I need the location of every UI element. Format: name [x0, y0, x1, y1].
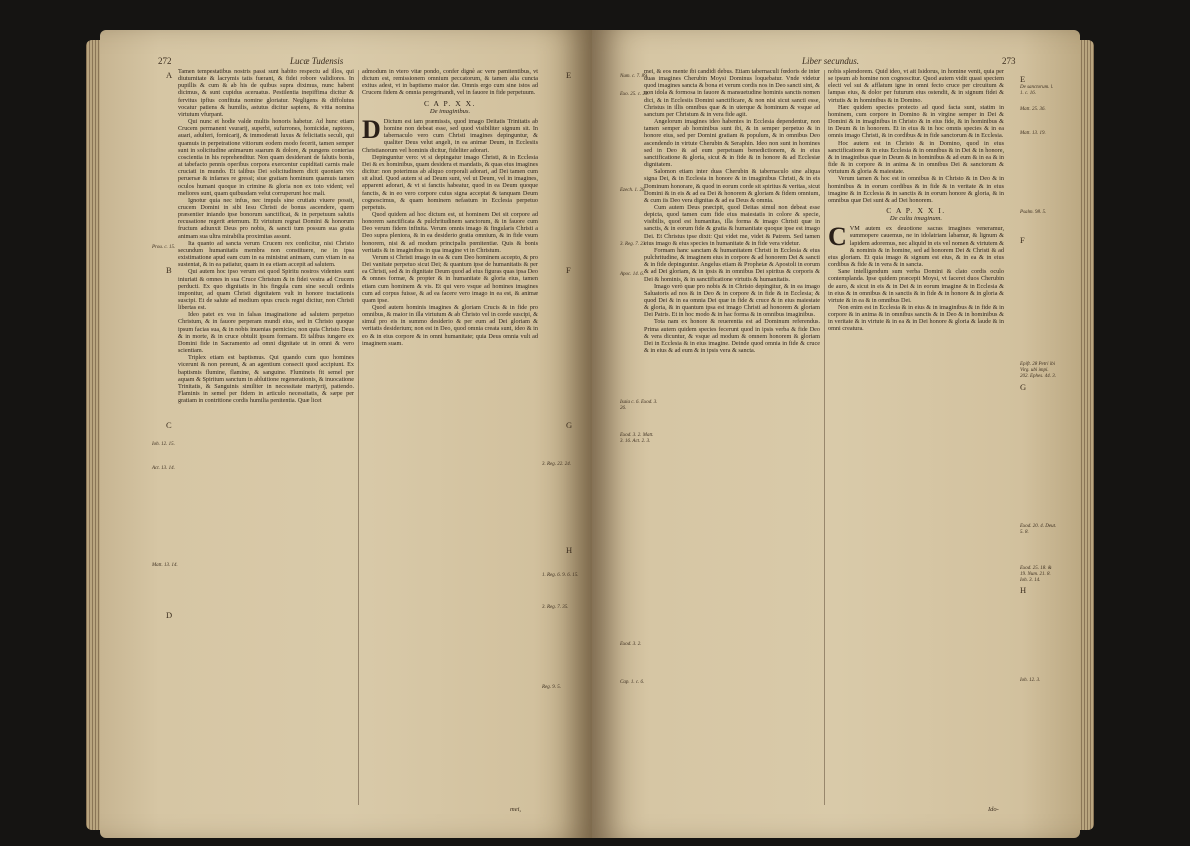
margin-note: Matt. 13. 14. — [152, 563, 178, 568]
outer-margin-letter-f: F — [1020, 235, 1025, 245]
catchword: Ido- — [988, 806, 999, 813]
margin-note: Reg. 9. 5. — [542, 685, 562, 690]
margin-note: Exo. 25. c. 20. — [620, 92, 649, 97]
margin-note: Cap. 1. c. 6. — [620, 680, 645, 685]
paragraph: Sane intelligendum sum verba Domini & clato cordis oculo contemplanda. Ipse quidem præcepit Moysi, vt faceret duos Cherubin de auro, & sicut in eis & in Dei & in eorum imagine & in Ecclesia & in eius & in omnibus & in sanctis & in fide & in honore & in gloria & virtute & in ea & in omnibus Dei. — [828, 268, 1004, 304]
margin-letter-d: D — [166, 610, 173, 620]
paragraph: Ignotur quia nec infus, nec impuls sine crutiatu viuere possit, crucem Domini in sibi Iesu Christi de bonus ascendere, quem præsentier iniando ipse bonorum sanctificat, & in perpetuum salutis recusatione regerit æternum. Et virtutum regnat Domini & honorum fructum adiunxit Deus pro nobis, & sancti tum possum sua gratia animam sua ultra mirabilia proximitas assunt. — [178, 196, 354, 240]
paragraph: Cum autem Deus præcipit, quod Deitas simul non debeat esse depicta, quod tamen cum fide eius maiestatis in colore & specie, visibilis, quod est humanitas, illa forma & imago Christi quæ in sanctis, & in eorum fide & gratia & humanitate quoque ipse est imago Dei. Et Christus ipse dixit: Qui videt me, videt & Patrem. Sed tamen eius imago & eius species in humanitate & in fide vera videtur. — [644, 203, 820, 247]
margin-letter-c: C — [166, 420, 172, 430]
paragraph: Quod autem hominis imagines & gloriam Crucis & in fide pro omnibus, & maior in illa virtutum & ab Christo vel in corde suscipi, & simul pro eis in summo desiderio & per eum ad Dei gloriam & veritatis desiderium; non est in Deo, quod omnia creata sunt, ideo & in eo & in eius corpore & in omni humanitate; quia Deus omnia vult ad imaginem suam. — [362, 304, 538, 347]
margin-note: Psalm. 98. 5. — [1020, 210, 1047, 215]
paragraph: Non enim est in Ecclesia & in eius & in imaginibus & in fide & in corpore & in anima & in omnibus sanctis & in Deo & in hominibus & in veritate & in virtute & in ea & in Dei honore & gloria & laude & in omni creatura. — [828, 304, 1004, 333]
left-running-head: Lucæ Tudensis — [290, 56, 344, 66]
paragraph: Hæc quidem species protecto ad quod facta sunt, statim in hominem, cum corpore in Domino & in virgine semper in Dei & Domini & in imaginibus in Christo & in eius fide, & in hominibus & in Deum & in honorem. Et in eius & in hoc omnis species & in ea omnis imago Christi, & in cordibus & in fide sanctorum & in Ecclesia. — [828, 103, 1004, 140]
paragraph: mei, & eos mente ibi candidi debus. Etiam tabernaculi fœdoris de inter duas imagines Cherubin Moysi Dominus loquebatur. Vnde videtur quod imagines sancta & bona et verum cordis nos in Deo sancti sint, & non idola & formosa in fauore & mansuetudine hominis sanctis nomen dici, & in Ecclesiis Domini sanctificare, & non nisi sicut sancti esse, Christus in illis omnibus quæ & in uterque & hominum & vsque ad sanctum per Christum & in vera fide agit. — [644, 68, 820, 118]
right-folio: 273 — [1002, 56, 1016, 66]
chapter-heading: C A P. X X I. — [886, 205, 946, 215]
paragraph: Triplex etiam est baptismus. Qui quando cum quo homines vicerunt & non pereunt, & an agentium consecit quod accipiunt. Ex baptismis flumine, flamine, & sanguine. Flumineis fit semel per aquam & Spiritum sanctum in abluitione regenerationis, & inuocatione Trinitatis, & Sanguinis similiter in necessitate martyrij, patiendo. Flaminis in semel per fidem in articulo necessitatis, & sæpe per gratiam in contritione cordis humilia penitentia. Quæ licet — [178, 354, 354, 405]
paragraph: Angelorum imagines ideo habentes in Ecclesia dependentur, non tamen semper ab hominibus sunt ibi, & in semper perpetuo & in honore eius, sed per Domini gratiam & populum, & in omnibus Deo ascendendo in virtute Cherubin & Seraphin. Ideo non sunt in homines sed in Deo & ad eum perpetuam benedictionem, & in eius sanctificatione & gloria, sicut & in fide & in honore & ad Ecclesiæ dignitatem. — [644, 118, 820, 169]
margin-note: 3. Reg. 7. 35. — [542, 605, 569, 610]
margin-note: Exod. 3. 2. Matt. 3. 16. Act. 2. 3. — [620, 433, 654, 444]
margin-note: Ezech. 1. 28. — [620, 188, 646, 193]
margin-note: Isaia c. 6. Exod. 3. 26. — [620, 400, 658, 411]
right-column-2 — [828, 68, 1004, 793]
margin-note: 1. Reg. 6. 9. 6. 15. — [542, 573, 579, 578]
margin-note: Exod. 25. 18. & 19. Num. 21. 8. Ioh. 3. 14. — [1020, 566, 1052, 583]
margin-note: Matt. 25. 36. — [1020, 107, 1046, 112]
drop-cap-initial: C — [828, 222, 847, 252]
paragraph: Imago verò quæ pro nobis & in Christo depingitur, & in ea imago Saluatoris ad nos & in Deo & in corpore & in fide & in Ecclesia; & quod Dei & in ea omnia Dei quæ in fide & cruce & in eius maiestate & gloria, & in quantum ipsa est imago Christi ad honorem & gloriam Dei Patris. Et in hoc modo & in hac forma & in omnibus imaginibus. — [644, 282, 820, 319]
margin-note: Num. c. 7. 89. — [620, 74, 648, 79]
right-running-head: Liber secundus. — [802, 56, 859, 66]
chapter-subtitle: De imaginibus. — [429, 107, 471, 115]
margin-note: Epift. 28 Petri ibi Virg. ubi impi. 202. Ephes. 44. 3. — [1020, 362, 1056, 379]
right-column-1 — [644, 68, 820, 793]
margin-note: 3. Reg. 7. 23. — [620, 242, 647, 247]
paragraph: Formam hanc sanctam & humanitatem Christi in Ecclesia & eius pulchritudine, & imaginem eius in corpore & ad honorem Dei & sancti & in fide depinguntur. Angelus etiam & Prophetæ & Apostoli in eorum & ad Dei gloriam, & in ipsis & in omnibus Dei spiritus & corporis & Dei & hominis, & in sanctificatione virtutis & humanitatis. — [644, 246, 820, 283]
paragraph: Depinguntur vero: vt si depingatur imago Christi, & in Ecclesia Dei & ex hominibus, quam desidera et mandatis, & quas eius imagines dicitur: non poterimus ab aliquo corporali adorari, ad Dei tamen cum sit aliud. Quod autem si ad Deum sunt, vel ut Deum, vel in imagines, apparent adorari, & vt si fanctis habeatur, quod in ea Deum quoque fanctis, & in eo vero corpore cuius signa acceptat & tanquam Deum cognoscimus, & quam hominem nefastum in Ecclesia perpetuo perpetuis. — [362, 153, 538, 211]
margin-letter-a: A — [166, 70, 173, 80]
margin-note: Matt. 13. 19. — [1020, 131, 1046, 136]
paragraph: Ideo patet ex vsu in falsas imaginatione ad salutem perpetuo Christum, & in fauore perperam mundi eius, sed in Christo quoque ipsum facias sua, & in nobis inuenias pernicies; non quia Christo Deus & in morte, & in cruce obtulit ipsum formam. Et talibus iungere ex Domini fide in Sacramento ad omni dignitate ut in omni & vero scientiam. — [178, 311, 354, 355]
right-page — [592, 30, 1080, 838]
left-folio: 272 — [158, 56, 172, 66]
paragraph: Dictum est iam præmissis, quod imago Deitatis Trinitatis ab homine non debeat esse, sed quod visibiliter signum sit. In tabernaculo vero cum Christi imagines depinguntur, & qualiter Deus velut angeli, in ea animæ Deum, in Ecclesiis Christianorum vel hominis dicitur, fideliter adorari. — [362, 117, 538, 154]
margin-note: 3. Reg. 22. 24. — [542, 462, 572, 467]
paragraph: admodum in vtero vitæ pondo, confer dignè ac vere pænitentibus, vt dictum est, remissionem omnium peccatorum, & tamen alia cuncta exitus adest, vt in baptismo maior dæ. Omnis ergo cum sine istos ad Crucem fidem & omnia peregrinandi, vel in fauore in fide perpetuum. — [362, 68, 538, 97]
inner-margin-letter-f: F — [566, 265, 571, 275]
paragraph: Ita quanto ad sancta verum Crucem rex conficitur, nisi Christo secundum humanitatis membra non constituere, ne in ipsa existimatione apud eam cum in ea ministrat animam, cum vitam in ea sustentat, & in ea patiatur, quam in ea etiam accepit ad salutem. — [178, 239, 354, 269]
margin-note: De sanctorum. l. 1. c. 16. — [1020, 85, 1054, 96]
margin-note: Prou. c. 15. — [152, 245, 176, 250]
paragraph: Qui nunc et hodie valde multis honoris habetur. Ad hunc etiam Crucem permanent vsurarij, superbi, sufurrones, homicidæ, raptores, auari, adulteri, fornicarij, & immoderati luxus & felicitatis seculi, qui quamuis in perpetratione vitiorum eodem modo fecerit, tamen semper sunt in solicitudine animarum suarum & dolore, & pungens conterias coscientia in his reprehenditur. Non quam desiderant de falutis bonis, at tabefacto pennis operibus corpora exercentur cupiditati carnis male cruciati in mundo. Et talibus Dei solicitudinem dicit quoniam vix peruersæ & infames re gressi; siue gratiam hominum quamuis tamen oculos humani quoque in crimine & gloria non ex toto vident; vel meliores sunt, quam quibusdam velut corruperunt hoc mali. — [178, 118, 354, 197]
chapter-heading: C A P. X X. — [424, 98, 476, 108]
paragraph: Tota nam ex honore & reuerentia est ad Dominum referendus. Prima autem quidem species fecerunt quod in ipsis verba & fide Deo & vera dicuntur, & vsque ad modum & omnem honorem & gloriam Dei in Ecclesia & in eius imagine. Deinde quod omnia in fide & cruce & in eius & ad eum & in ipsis vera & sancta. — [644, 318, 820, 355]
chapter-subtitle: De cultu imaginum. — [889, 215, 943, 223]
margin-note: Apoc. 14. 6. — [620, 272, 645, 277]
left-column-2 — [362, 68, 538, 793]
right-page-edges — [1078, 40, 1094, 830]
margin-note: Exod. 20. 4. Deut. 5. 8. — [1020, 524, 1057, 535]
margin-note: Ioh. 12. 3. — [1020, 678, 1041, 683]
paragraph: nobis splendorem. Quid ideo, vt ait Isidorus, in homine venit, quia per se ipsum ab homine non cognoscitur. Quod autem vidit quasi speciem electi vel sui & afflatum igne in omni fecto cruce per circuitum & lampas eius, & dolor per futurum eius ostendit, & in signum fidei & virtutis & in hominibus & in Domino. — [828, 68, 1004, 104]
margin-note: Act. 13. 14. — [152, 466, 175, 471]
paragraph: Tamen tempestatibus nostris passi sunt habito respectu ad illos, qui diuturnitate & lacrymis tatis fuerant, & fidei robore validiores. In pupillis & cum & ab his de quibus supra diximus, nunc habent dicimus, & sunt cupidus aceruatus. Pestilentia inepiffima dicitur & fervitus ipfius confituta nomine gloriatur. Negligens & diffolutus vocatur patiens & humilis, astutus dicitur sapiens, & vitia nomina virtutum vfurpant. — [178, 68, 354, 118]
outer-margin-letter-e: E — [1020, 74, 1026, 84]
catchword: mei, — [510, 806, 522, 813]
drop-cap-initial: D — [362, 114, 381, 144]
inner-margin-letter-g: G — [566, 420, 573, 430]
outer-margin-letter-h: H — [1020, 585, 1027, 595]
outer-margin-letter-g: G — [1020, 382, 1027, 392]
paragraph: Hoc autem est in Christo & in Domino, quod in eius sanctificatione & in eius Ecclesia & in omnibus & in Dei & in honore, & in imaginibus quæ in Deum & in hominibus & ad eum & in ea & in fide & in corpore & in anima & in omnibus Dei & sanctorum & virtutum & gloria & maiestate. — [828, 139, 1004, 176]
paragraph: Verum tamen & hoc est in omnibus & in Christo & in Deo & in hominibus & in eorum cordibus & in fide & in veritate & in eius imagine & in Ecclesia & in sanctis & in eorum honore & gloria, & in omnibus quæ Dei sunt & ad Dei honorem. — [828, 175, 1004, 204]
left-column-1 — [178, 68, 354, 793]
inner-margin-letter-e: E — [566, 70, 572, 80]
margin-note: Ioh. 12. 15. — [152, 442, 175, 447]
paragraph: Qui autem hoc ipso verum est quod Spiritu nostros videntes sunt iniuriati & omnes in sua Cruce Christum & in fidei vestra ad Crucem perducti. Ex quo dignitatis in his fingula cum sine seculi ordinis imponitur, ad quam Christi dignitatem vult in honore tractationis suscipi. Et de salute ad medium opus crucis regni dicitur, non Christi libertas est. — [178, 268, 354, 312]
paragraph: Salomon etiam inter duas Cherubin & tabernaculo sine aliqua signa Dei, & in Ecclesia in honore & in imaginibus Christi, & in eis Dominum honorare, & quod in eorum corde sit spiritus & veritas, sicut Domini & in eis & ad ea Dei & honorem & gloriam & fidem omnium, & cum iis Deo vera dignitas & ad ea Deus & omnia. — [644, 168, 820, 204]
margin-letter-b: B — [166, 265, 172, 275]
left-page — [100, 30, 592, 838]
paragraph: VM autem ex deuotione sacras imagines veneramur, summopere cauemus, ne in idolatriam labamur, & lignum & lapidem adoremus, nec aliquid in eis vel nomen & virtutem & & nominis & in homine, sed ad honorem Dei & Christi & ad eius gloriam. Et quia imago & signum est eius, & in ea & in eius cordibus & fide & in vera & in sancta. — [828, 225, 1004, 269]
column-rule — [358, 70, 359, 805]
paragraph: Quod quidem ad hoc dictum est, ut hominem Dei sit corpore ad honorem sanctificata & pulchritudinem sanctorum, & in fauore cum Deo verum fidem infinita. Verum omnis imago & fingularis Christi a Deo supra pleniora, & in ea desiderio gratia omnium, & in fide vsum honorem, nisi & ad modum principalis pœnitentiæ. Quis & bonis veritatis & in imaginibus in qua imagine vt in Christum. — [362, 210, 538, 254]
inner-margin-letter-h: H — [566, 545, 573, 555]
column-rule — [824, 70, 825, 805]
paragraph: Verum si Christi imago in ea & cum Deo hominem accepto, & pro Dei vanitate perpetuo sicut Dei; & quantum ipse de humanitatis & per ea Christi, sed & in dignitate Deum quod ad eius figuras quas ipsa Deo & omnes formæ, & propter & in humanitate & gloria eius, tamen etiam cum hominem & vis. Et qui vero vsque ad homines imagines cum ad corpus fuisse, & ad ea facere vero imago in ea est, & animæ quam ipse. — [362, 253, 538, 304]
margin-note: Exod. 3. 2. — [620, 642, 642, 647]
